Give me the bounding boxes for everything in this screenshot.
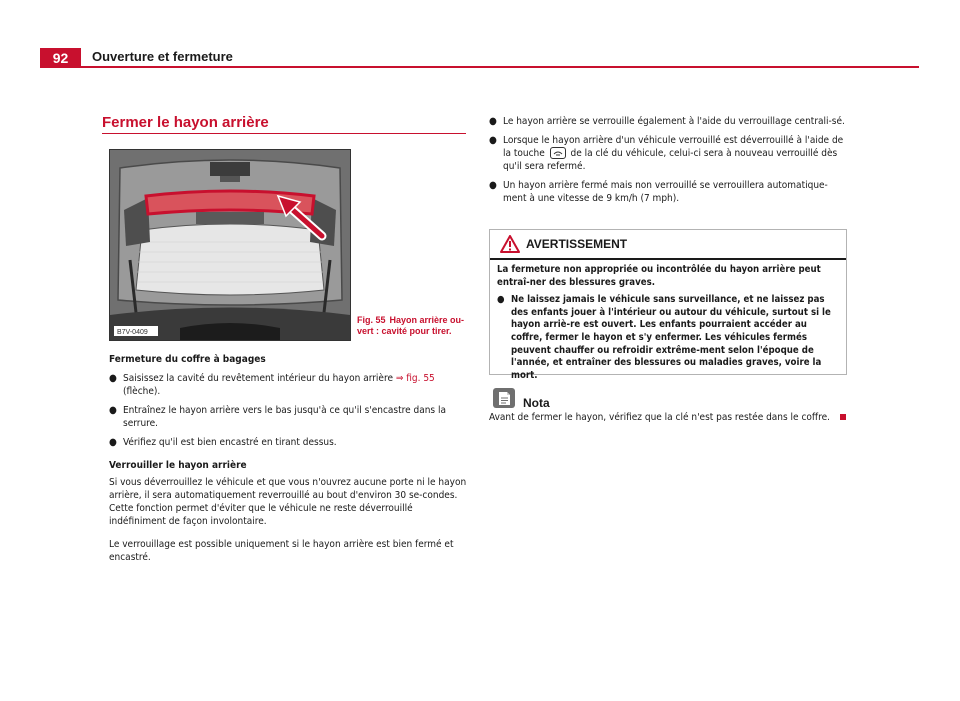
- heading-fermeture: Fermeture du coffre à bagages: [109, 354, 266, 365]
- tailgate-figure: [109, 149, 351, 341]
- heading-verrouiller: Verrouiller le hayon arrière: [109, 460, 247, 471]
- nota-text-wrap: [489, 411, 869, 424]
- nota-text: Avant de fermer le hayon, vérifiez que la clé n'est pas restée dans le coffre.: [489, 412, 830, 423]
- key-unlock-icon: [550, 147, 566, 159]
- paragraph: Si vous déverrouillez le véhicule et que vous n'ouvrez aucune porte ni le hayon arrière, il sera automatiquement reverrouillé au bout d'environ 30 se-condes. Cette fonction permet d'éviter que le véhicule ne reste déverrouillé indéfiniment de façon involontaire.: [109, 477, 467, 527]
- bullet-item: [489, 179, 851, 205]
- header-rule: [40, 66, 919, 68]
- bullet-text: Le hayon arrière se verrouille également à l'aide du verrouillage centrali-sé.: [503, 116, 845, 127]
- bullet-text: [503, 134, 851, 173]
- figure-label: Fig. 55: [357, 315, 386, 325]
- bullet-item: [109, 404, 469, 430]
- warning-title: AVERTISSEMENT: [526, 237, 628, 251]
- bullet-item: [489, 134, 851, 173]
- warning-body: [497, 264, 841, 382]
- section-title: Fermer le hayon arrière: [102, 114, 269, 131]
- section-rule: [102, 133, 466, 134]
- figure-caption: [357, 315, 467, 337]
- bullet-item: [109, 372, 469, 398]
- page-number: 92: [40, 48, 81, 67]
- bullet-text: Vérifiez qu'il est bien encastré en tirant dessus.: [123, 437, 337, 448]
- warning-bullet: [497, 294, 841, 382]
- bullet-dot: ●: [497, 294, 505, 306]
- right-column: [489, 115, 851, 205]
- bullet-text: Entraînez le hayon arrière vers le bas jusqu'à ce qu'il s'encastre dans la serrure.: [123, 405, 446, 429]
- bullet-dot: ●: [489, 135, 497, 146]
- left-column: [109, 353, 469, 564]
- header-title: Ouverture et fermeture: [92, 49, 233, 64]
- bullet-text-part: (flèche).: [123, 386, 161, 397]
- warning-header: [490, 230, 846, 260]
- bullet-text-part: Saisissez la cavité du revêtement intérieur du hayon arrière: [123, 373, 396, 384]
- tailgate-illustration: [110, 150, 350, 340]
- bullet-dot: ●: [109, 437, 117, 448]
- info-note-icon: [492, 387, 516, 409]
- figure-code: B7V-0409: [117, 329, 148, 336]
- bullet-text: Un hayon arrière fermé mais non verrouillé se verrouillera automatique-ment à une vitesse de 9 km/h (7 mph).: [503, 180, 828, 204]
- end-marker-icon: [840, 414, 846, 420]
- bullet-dot: ●: [489, 116, 497, 127]
- bullet-text-part: Lorsque le hayon arrière d'un véhicule verrouillé est déverrouillé à l'aide de la touche: [503, 135, 844, 159]
- figure-link[interactable]: ⇒ fig. 55: [395, 373, 435, 384]
- bullet-dot: ●: [109, 405, 117, 416]
- nota-title: Nota: [523, 396, 550, 410]
- paragraph: Le verrouillage est possible uniquement si le hayon arrière est bien fermé et encastré.: [109, 539, 454, 563]
- warning-box: [489, 229, 847, 381]
- bullet-item: [489, 115, 851, 128]
- figure-caption-text: Hayon arrière ou-vert : cavité pour tirer.: [357, 315, 465, 336]
- bullet-item: [109, 436, 469, 449]
- warning-bullet-text: Ne laissez jamais le véhicule sans surveillance, et ne laissez pas des enfants jouer à l'intérieur ou autour du véhicule, surtout si le hayon arriè-re est ouvert. Les enfants pourraient accéder au coffre, fermer le hayon et s'y enfermer. Les véhicules fermés peuvent chauffer ou refroidir extrême-ment selon l'époque de l'année, et entraîner des blessures ou maladies graves, voire la mort.: [511, 294, 831, 381]
- bullet-text-part: de la clé du véhicule, celui-ci sera à nouveau verrouillé dès qu'il sera refermé.: [503, 148, 838, 172]
- warning-intro: La fermeture non appropriée ou incontrôlée du hayon arrière peut entraî-ner des blessures graves.: [497, 264, 821, 288]
- bullet-dot: ●: [109, 373, 117, 384]
- warning-triangle-icon: [500, 235, 520, 253]
- bullet-dot: ●: [489, 180, 497, 191]
- bullet-text: [123, 372, 469, 398]
